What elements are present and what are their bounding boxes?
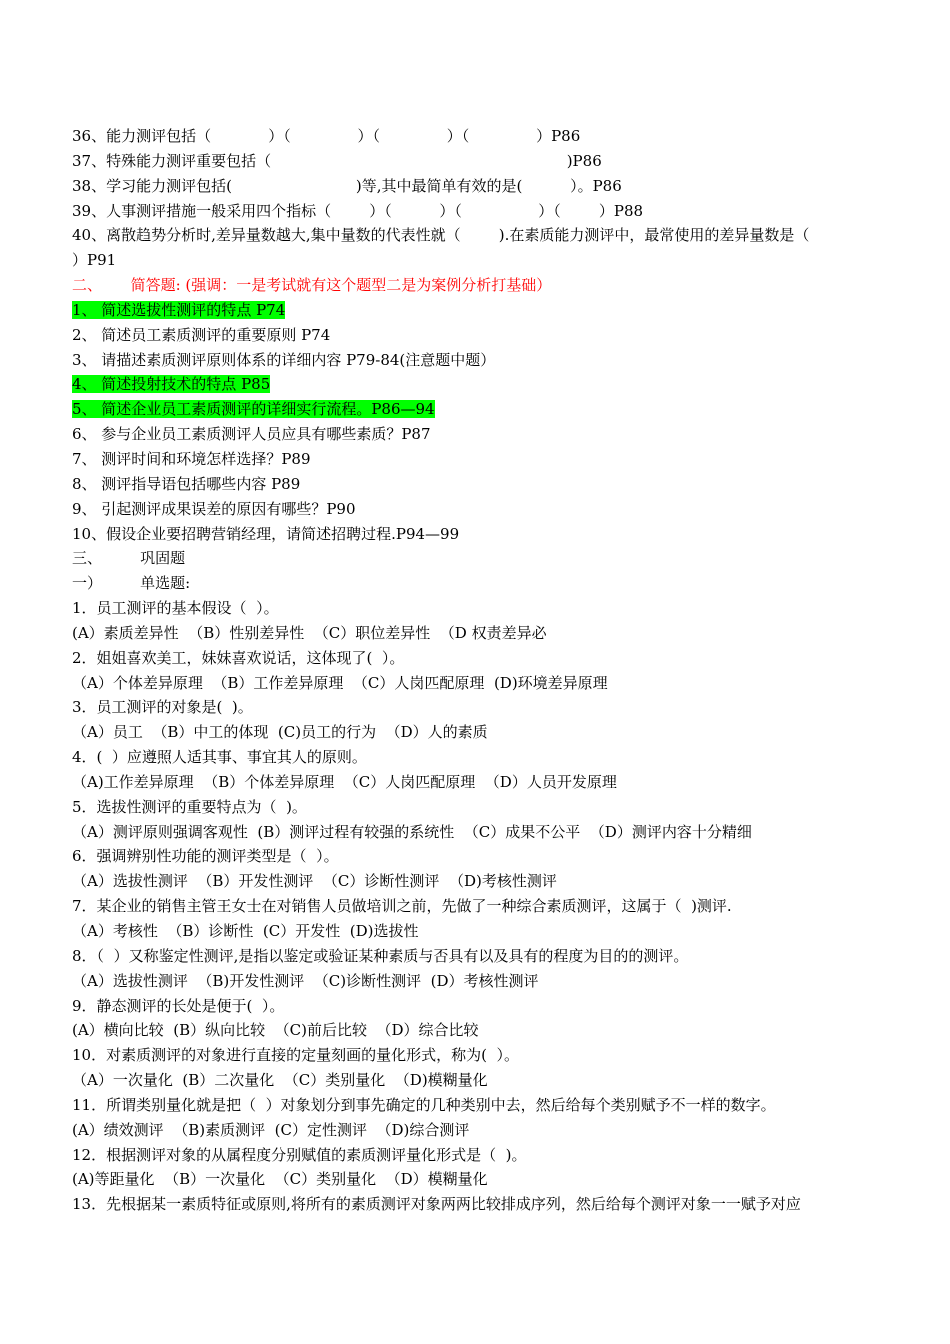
question-line: 2．姐姐喜欢美工，妹妹喜欢说话，这体现了( ）。: [72, 648, 405, 667]
subsection-heading-single-choice: 一） 单选题:: [72, 574, 191, 593]
options-line: （A）测评原则强调客观性 (B）测评过程有较强的系统性 （C）成果不公平 （D）测评内容十分精细: [72, 822, 752, 841]
options-line: （A)工作差异原理 （B）个体差异原理 （C）人岗匹配原理 （D）人员开发原理: [72, 772, 617, 791]
options-line: (A）素质差异性 （B）性别差异性 （C）职位差异性 （D 权责差异必: [72, 623, 547, 642]
text-line: 2、 简述员工素质测评的重要原则 P74: [72, 325, 331, 344]
question-line: 3．员工测评的对象是( )。: [72, 698, 253, 717]
question-line: 13．先根据某一素质特征或原则,将所有的素质测评对象两两比较排成序列，然后给每个测评对象一一赋予对应: [72, 1195, 801, 1214]
highlighted-question: 4、 简述投射技术的特点 P85: [72, 375, 271, 394]
text-line: 40、离散趋势分析时,差异量数越大,集中量数的代表性就（ ).在素质能力测评中，最常使用的差异量数是（: [72, 226, 810, 245]
text-line: 3、 请描述素质测评原则体系的详细内容 P79-84(注意题中题）: [72, 350, 496, 369]
section-heading-short-answer: 二、 简答题: (强调：一是考试就有这个题型二是为案例分析打基础）: [72, 276, 552, 295]
options-line: (A）横向比较 (B）纵向比较 （C)前后比较 （D）综合比较: [72, 1021, 479, 1040]
text-line: 10、假设企业要招聘营销经理，请简述招聘过程.P94—99: [72, 524, 460, 543]
text-line: 39、人事测评措施一般采用四个指标（ ）（ ）（ ）（ ）P88: [72, 201, 644, 220]
options-line: (A）绩效测评 （B)素质测评 (C）定性测评 （D)综合测评: [72, 1120, 470, 1139]
question-line: 9．静态测评的长处是便于( ）。: [72, 996, 285, 1015]
options-line: (A)等距量化 （B）一次量化 （C）类别量化 （D）模糊量化: [72, 1170, 488, 1189]
text-line: 6、 参与企业员工素质测评人员应具有哪些素质？P87: [72, 425, 431, 444]
question-line: 8．（ ）又称鉴定性测评,是指以鉴定或验证某种素质与否具有以及具有的程度为目的的测评。: [72, 946, 689, 965]
text-line: 37、特殊能力测评重要包括（ )P86: [72, 151, 602, 170]
text-line: 36、能力测评包括（ ）（ ）（ ）（ ）P86: [72, 127, 581, 145]
options-line: （A）个体差异原理 （B）工作差异原理 （C）人岗匹配原理 (D)环境差异原理: [72, 673, 608, 692]
text-line: ）P91: [72, 251, 117, 270]
text-line: 7、 测评时间和环境怎样选择？P89: [72, 449, 311, 468]
text-line: 38、学习能力测评包括( )等,其中最简单有效的是( ）。P86: [72, 176, 622, 195]
question-line: 10．对素质测评的对象进行直接的定量刻画的量化形式，称为( ）。: [72, 1046, 519, 1065]
options-line: （A）员工 （B）中工的体现 (C)员工的行为 （D）人的素质: [72, 723, 488, 742]
highlighted-question: 1、 简述选拔性测评的特点 P74: [72, 300, 286, 319]
highlighted-question: 5、 简述企业员工素质测评的详细实行流程。P86—94: [72, 400, 435, 419]
question-line: 12．根据测评对象的从属程度分别赋值的素质测评量化形式是（ )。: [72, 1145, 527, 1164]
section-heading-review: 三、 巩固题: [72, 549, 186, 568]
text-line: 9、 引起测评成果误差的原因有哪些？P90: [72, 499, 356, 518]
question-line: 4．( ）应遵照人适其事、事宜其人的原则。: [72, 748, 367, 767]
question-line: 11．所谓类别量化就是把（ ）对象划分到事先确定的几种类别中去，然后给每个类别赋予不一样的数字。: [72, 1095, 776, 1114]
question-line: 7．某企业的销售主管王女士在对销售人员做培训之前，先做了一种综合素质测评，这属于（ )测评.: [72, 897, 732, 916]
text-line: 8、 测评指导语包括哪些内容 P89: [72, 474, 301, 493]
options-line: （A）选拔性测评 （B)开发性测评 （C)诊断性测评 (D）考核性测评: [72, 971, 539, 990]
options-line: （A）考核性 （B）诊断性 (C）开发性 (D)选拔性: [72, 922, 419, 940]
question-line: 5．选拔性测评的重要特点为（ )。: [72, 797, 307, 816]
question-line: 1．员工测评的基本假设（ ）。: [72, 599, 279, 618]
question-line: 6．强调辨别性功能的测评类型是（ ）。: [72, 847, 339, 866]
document-page: [72, 124, 892, 1217]
options-line: （A）选拔性测评 （B）开发性测评 （C）诊断性测评 （D)考核性测评: [72, 872, 557, 891]
options-line: （A）一次量化 (B）二次量化 （C）类别量化 （D)模糊量化: [72, 1071, 488, 1090]
